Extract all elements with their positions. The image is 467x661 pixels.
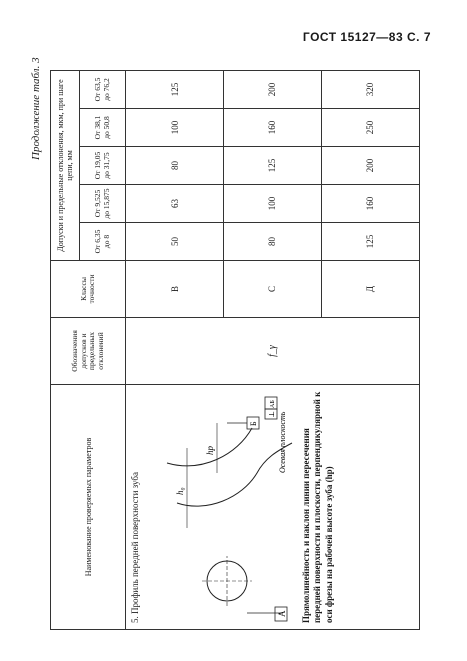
- continuation-label: Продолжение табл. 3: [30, 57, 42, 160]
- row-class: В: [126, 261, 224, 318]
- cell-value: 160: [322, 185, 420, 223]
- header-accuracy-class: Классы точности: [51, 261, 126, 318]
- datum-a-label: А: [276, 610, 287, 617]
- cell-value: 125: [224, 147, 322, 185]
- header-pitch-5: От 63,5 до 76,2: [80, 71, 126, 109]
- cell-value: 200: [322, 147, 420, 185]
- header-pitch-2: От 9,525 до 15,875: [80, 185, 126, 223]
- header-tolerance-group: Допуски и предельные отклонения, мкм, при шаге цепи, мм: [51, 71, 80, 261]
- parameter-note: Прямолинейность и наклон линии пересечения передней поверхности и плоскости, перпендикулярной к оси фрезы на рабочей высоте зуба (hр): [300, 391, 334, 623]
- cell-value: 125: [126, 71, 224, 109]
- cell-value: 100: [126, 109, 224, 147]
- cell-value: 63: [126, 185, 224, 223]
- cell-value: 320: [322, 71, 420, 109]
- cell-value: 100: [224, 185, 322, 223]
- header-designation: Обозначения допусков и предельных отклонений: [51, 318, 126, 385]
- tolerance-table: [50, 70, 420, 630]
- frame-symbol: ⟂: [266, 411, 276, 417]
- cell-value: 200: [224, 71, 322, 109]
- cell-value: 80: [224, 223, 322, 261]
- item-title: 5. Профиль передней поверхности зуба: [130, 471, 141, 623]
- row-class: Д: [322, 261, 420, 318]
- datum-b-label: Б: [248, 421, 258, 426]
- header-pitch-1: От 6,35 до 8: [80, 223, 126, 261]
- h0-label: h₀: [174, 487, 185, 495]
- axial-plane-label: Осевая плоскость: [277, 411, 287, 473]
- cell-value: 125: [322, 223, 420, 261]
- rotated-table-area: [30, 57, 430, 630]
- page-header: ГОСТ 15127—83 С. 7: [302, 30, 431, 44]
- tooth-profile-figure: [147, 395, 297, 623]
- frame-datums: АБ: [269, 400, 276, 408]
- header-parameter-name: Наименование проверяемых параметров: [51, 385, 126, 630]
- row-class: С: [224, 261, 322, 318]
- hp-label: hр: [204, 446, 215, 455]
- header-pitch-4: От 38,1 до 50,8: [80, 109, 126, 147]
- cell-value: 80: [126, 147, 224, 185]
- designation-cell: f_γ: [126, 318, 420, 385]
- header-pitch-3: От 19,05 до 31,75: [80, 147, 126, 185]
- cell-value: 250: [322, 109, 420, 147]
- cell-value: 50: [126, 223, 224, 261]
- cell-value: 160: [224, 109, 322, 147]
- parameter-cell: [126, 385, 420, 630]
